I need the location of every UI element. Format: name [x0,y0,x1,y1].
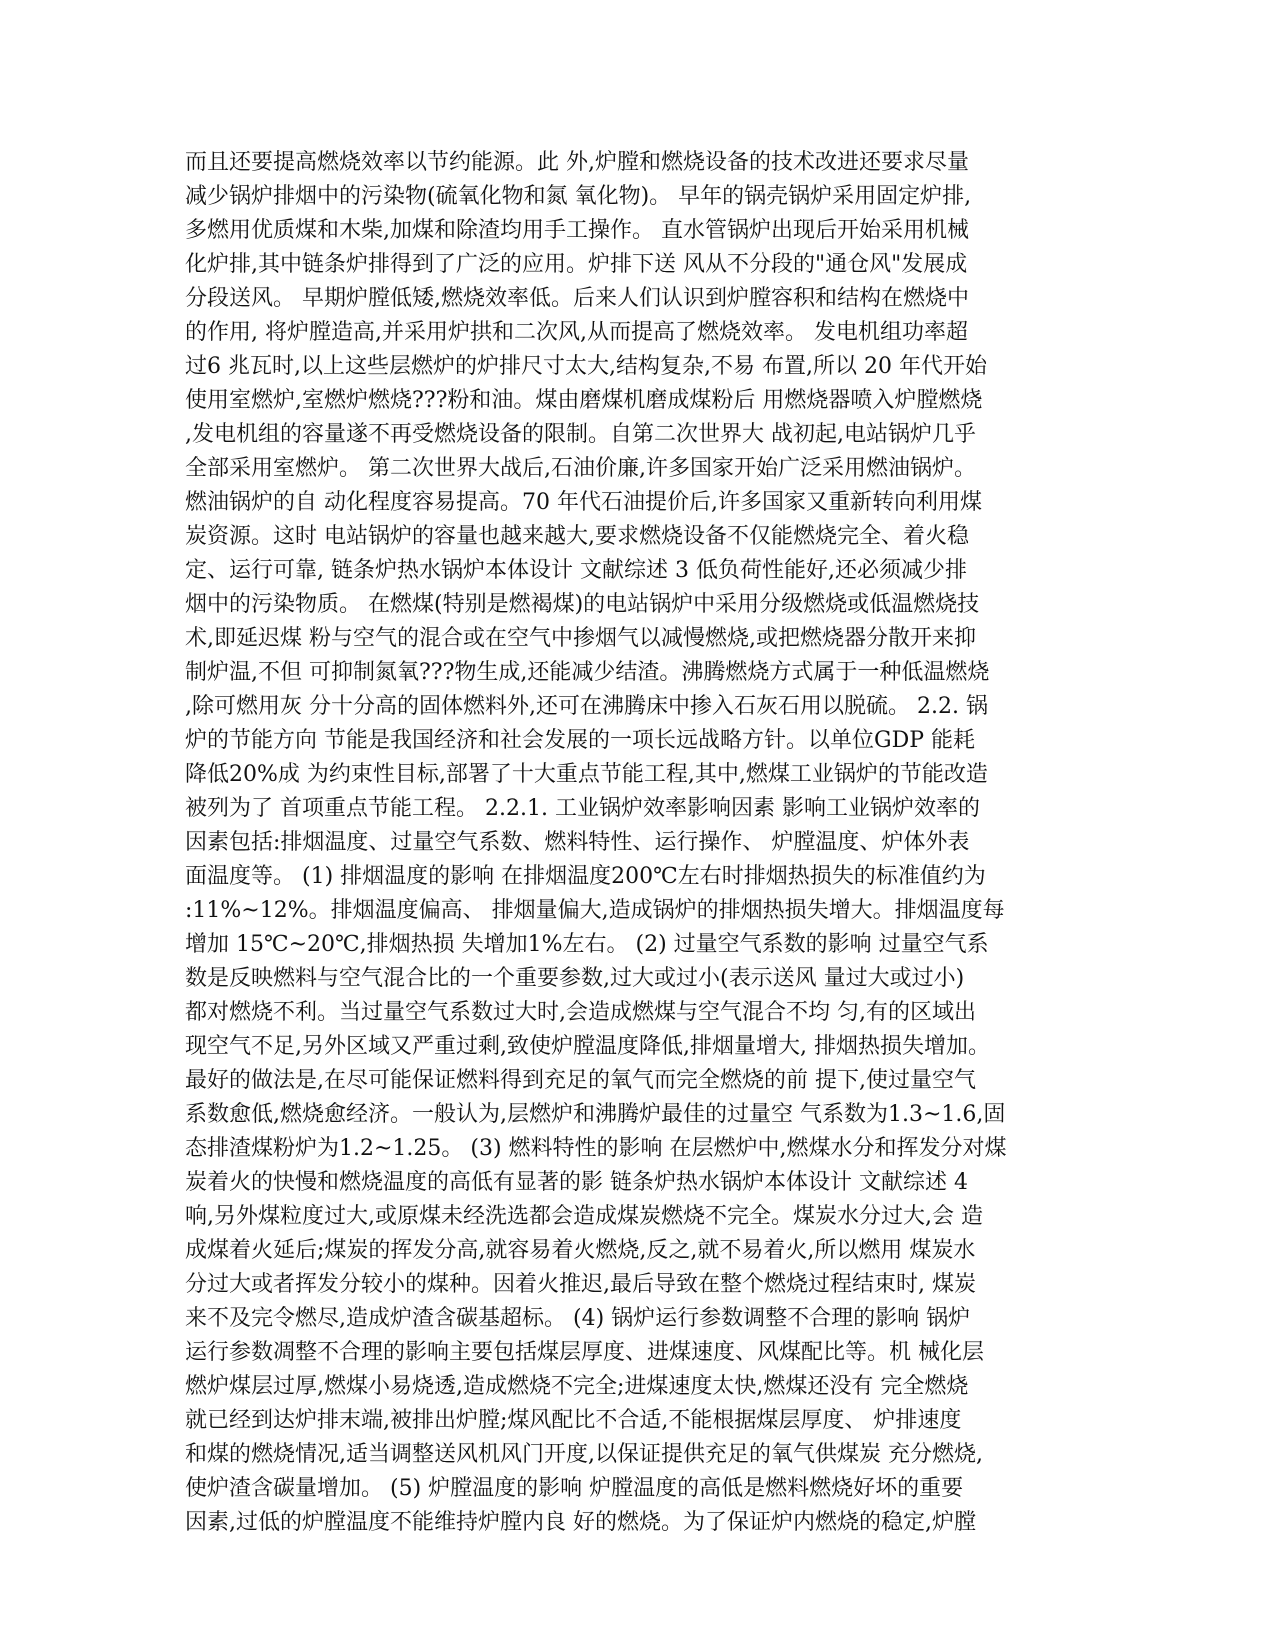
text-line: 态排渣煤粉炉为1.2~1.25。 (3) 燃料特性的影响 在层燃炉中,燃煤水分和挥发分对煤 [185,1136,1007,1161]
text-line: ,除可燃用灰 分十分高的固体燃料外,还可在沸腾床中掺入石灰石用以脱硫。 2.2. 锅 [185,694,988,719]
text-line: 被列为了 首项重点节能工程。 2.2.1. 工业锅炉效率影响因素 影响工业锅炉效率的 [185,796,980,821]
text-line: 系数愈低,燃烧愈经济。一般认为,层燃炉和沸腾炉最佳的过量空 气系数为1.3~1.6,固 [185,1102,1006,1127]
text-line: 和煤的燃烧情况,适当调整送风机风门开度,以保证提供充足的氧气供煤炭 充分燃烧, [185,1442,983,1467]
text-line: 燃油锅炉的自 动化程度容易提高。70 年代石油提价后,许多国家又重新转向利用煤 [185,490,982,515]
text-line: 术,即延迟煤 粉与空气的混合或在空气中掺烟气以减慢燃烧,或把燃烧器分散开来抑 [185,626,976,651]
text-line: 来不及完令燃尽,造成炉渣含碳基超标。 (4) 锅炉运行参数调整不合理的影响 锅炉 [185,1306,971,1331]
text-line: 分过大或者挥发分较小的煤种。因着火推迟,最后导致在整个燃烧过程结束时, 煤炭 [185,1272,976,1297]
text-line: 就已经到达炉排末端,被排出炉膛;煤风配比不合适,不能根据煤层厚度、 炉排速度 [185,1408,962,1433]
text-line: 烟中的污染物质。 在燃煤(特别是燃褐煤)的电站锅炉中采用分级燃烧或低温燃烧技 [185,592,980,617]
text-line: 炉的节能方向 节能是我国经济和社会发展的一项长远战略方针。以单位GDP 能耗 [185,728,976,753]
text-line: 的作用, 将炉膛造高,并采用炉拱和二次风,从而提高了燃烧效率。 发电机组功率超 [185,320,968,345]
text-line: 炭着火的快慢和燃烧温度的高低有显著的影 链条炉热水锅炉本体设计 文献综述 4 [185,1170,968,1195]
text-line: 都对燃烧不利。当过量空气系数过大时,会造成燃煤与空气混合不均 匀,有的区域出 [185,1000,976,1025]
text-line: ,发电机组的容量遂不再受燃烧设备的限制。自第二次世界大 战初起,电站锅炉几乎 [185,422,976,447]
text-line: 炭资源。这时 电站锅炉的容量也越来越大,要求燃烧设备不仅能燃烧完全、着火稳 [185,524,969,549]
text-line: 分段送风。 早期炉膛低矮,燃烧效率低。后来人们认识到炉膛容积和结构在燃烧中 [185,286,969,311]
text-line: 面温度等。 (1) 排烟温度的影响 在排烟温度200℃左右时排烟热损失的标准值约为 [185,864,986,889]
text-line: 使炉渣含碳量增加。 (5) 炉膛温度的影响 炉膛温度的高低是燃料燃烧好坏的重要 [185,1476,964,1501]
text-line: 因素,过低的炉膛温度不能维持炉膛内良 好的燃烧。为了保证炉内燃烧的稳定,炉膛 [185,1510,976,1535]
text-line: 全部采用室燃炉。 第二次世界大战后,石油价廉,许多国家开始广泛采用燃油锅炉。 [185,456,976,481]
text-line: 化炉排,其中链条炉排得到了广泛的应用。炉排下送 风从不分段的"通仓风"发展成 [185,252,968,277]
text-line: 过6 兆瓦时,以上这些层燃炉的炉排尺寸太大,结构复杂,不易 布置,所以 20 年代开始 [185,354,987,379]
text-line: :11%~12%。排烟温度偏高、 排烟量偏大,造成锅炉的排烟热损失增大。排烟温度每 [185,898,1005,923]
text-line: 运行参数凋整不合理的影响主要包括煤层厚度、进煤速度、风煤配比等。机 械化层 [185,1340,984,1365]
text-line: 增加 15℃~20℃,排烟热损 失增加1%左右。 (2) 过量空气系数的影响 过量空气系 [185,932,989,957]
text-line: 数是反映燃料与空气混合比的一个重要参数,过大或过小(表示送风 量过大或过小) [185,966,965,991]
text-line: 响,另外煤粒度过大,或原煤未经洗选都会造成煤炭燃烧不完全。煤炭水分过大,会 造 [185,1204,983,1229]
text-line: 定、运行可靠, 链条炉热水锅炉本体设计 文献综述 3 低负荷性能好,还必须减少排 [185,558,967,583]
text-line: 制炉温,不但 可抑制氮氧???物生成,还能减少结渣。沸腾燃烧方式属于一种低温燃烧 [185,660,990,685]
text-line: 多燃用优质煤和木柴,加煤和除渣均用手工操作。 直水管锅炉出现后开始采用机械 [185,218,969,243]
text-line: 降低20%成 为约束性目标,部署了十大重点节能工程,其中,燃煤工业锅炉的节能改造 [185,762,988,787]
text-line: 成煤着火延后;煤炭的挥发分高,就容易着火燃烧,反之,就不易着火,所以燃用 煤炭水 [185,1238,976,1263]
text-line: 而且还要提高燃烧效率以节约能源。此 外,炉膛和燃烧设备的技术改进还要求尽量 [185,150,969,175]
text-line: 燃炉煤层过厚,燃煤小易烧透,造成燃烧不完全;进煤速度太快,燃煤还没有 完全燃烧 [185,1374,969,1399]
text-line: 最好的做法是,在尽可能保证燃料得到充足的氧气而完全燃烧的前 提下,使过量空气 [185,1068,976,1093]
text-line: 使用室燃炉,室燃炉燃烧???粉和油。煤由磨煤机磨成煤粉后 用燃烧器喷入炉膛燃烧 [185,388,983,413]
text-line: 现空气不足,另外区域又严重过剩,致使炉膛温度降低,排烟量增大, 排烟热损失增加。 [185,1034,990,1059]
body-text [185,146,1085,1540]
text-line: 因素包括:排烟温度、过量空气系数、燃料特性、运行操作、 炉膛温度、炉体外表 [185,830,970,855]
text-line: 减少锅炉排烟中的污染物(硫氧化物和氮 氧化物)。 早年的锅壳锅炉采用固定炉排, [185,184,972,209]
